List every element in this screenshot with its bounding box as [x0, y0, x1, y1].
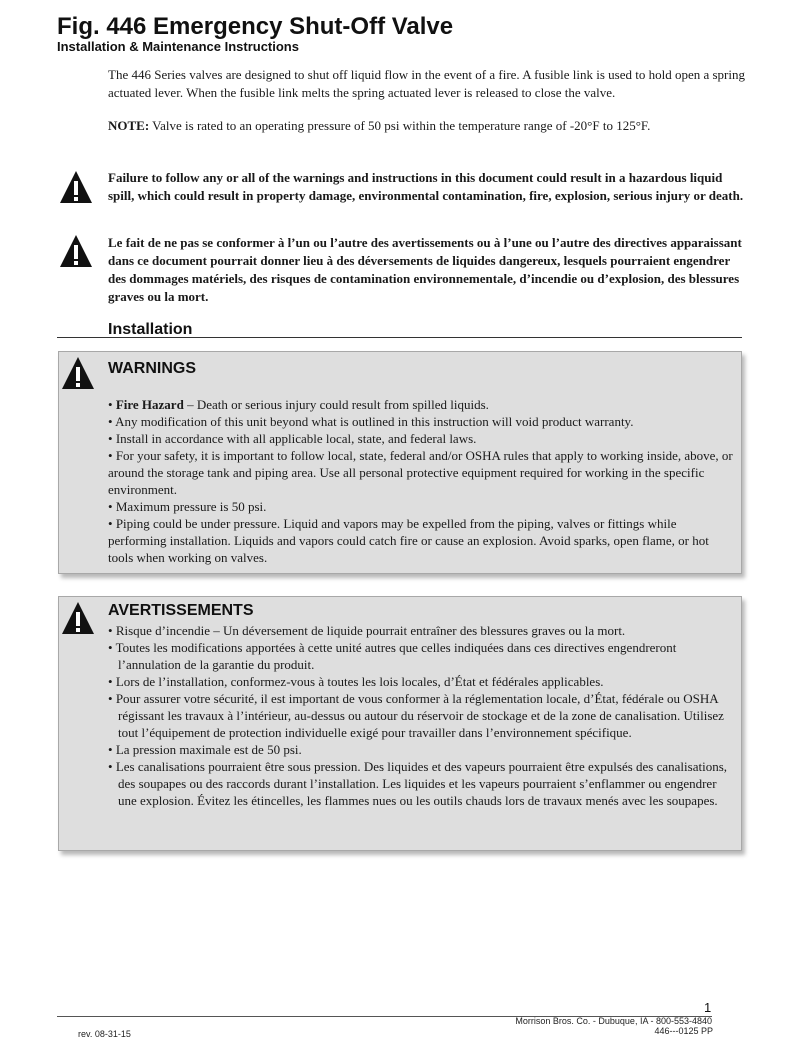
list-item-text: Piping could be under pressure. Liquid and vapors may be expelled from the piping, valves or fittings while performing installation. Liquids and vapors could catch fire or cause an explosion. Avoid sparks, open flame, or hot tools when working on valves.	[108, 516, 709, 565]
list-item-text: La pression maximale est de 50 psi.	[115, 742, 302, 757]
list-item: • Les canalisations pourraient être sous pression. Des liquides et des vapeurs pourraient être expulsés des canalisations, des soupapes ou des raccords durant l’installation. Les liquides et les vapeurs pourraient s’enflammer ou engendrer une explosion. Évitez les étincelles, les flammes nues ou les outils chauds lors de travaux menés avec les soupapes.	[108, 759, 727, 808]
footer-part-number: 446---0125 PP	[654, 1026, 713, 1036]
list-item-text: Any modification of this unit beyond what is outlined in this instruction will void product warranty.	[115, 414, 634, 429]
warning-triangle-icon	[59, 234, 93, 268]
list-item: • Lors de l’installation, conformez-vous à toutes les lois locales, d’État et fédérales applicables.	[108, 674, 604, 689]
list-item-text: Toutes les modifications apportées à cette unité autres que celles indiquées dans ces directives engendreront l’annulation de la garantie du produit.	[115, 640, 677, 672]
warning-triangle-icon	[61, 356, 95, 390]
warning-triangle-icon	[59, 170, 93, 204]
warnings-box	[58, 351, 742, 574]
list-item-text: Lors de l’installation, conformez-vous à toutes les lois locales, d’État et fédérales applicables.	[115, 674, 604, 689]
list-item: • Any modification of this unit beyond what is outlined in this instruction will void product warranty.	[108, 414, 634, 429]
list-item-text: For your safety, it is important to follow local, state, federal and/or OSHA rules that apply to working inside, above, or around the storage tank and piping area. Use all personal protective equipment required for working in the specific environment.	[108, 448, 733, 497]
fire-hazard-label: Fire Hazard	[115, 397, 184, 412]
avertissements-heading: AVERTISSEMENTS	[108, 602, 254, 619]
list-item-text: Les canalisations pourraient être sous pression. Des liquides et des vapeurs pourraient être expulsés des canalisations, des soupapes ou des raccords durant l’installation. Les liquides et les vapeurs pourraient s’enflammer ou engendrer une explosion. Évitez les étincelles, les flammes nues ou les outils chauds lors de travaux menés avec les soupapes.	[115, 759, 727, 808]
list-item: • Risque d’incendie – Un déversement de liquide pourrait entraîner des blessures graves ou la mort.	[108, 623, 626, 638]
avertissements-list	[108, 622, 736, 809]
list-item-text: Risque d’incendie – Un déversement de liquide pourrait entraîner des blessures graves ou la mort.	[115, 623, 626, 638]
list-item: • La pression maximale est de 50 psi.	[108, 742, 302, 757]
list-item: • Fire Hazard – Death or serious injury could result from spilled liquids.	[108, 397, 489, 412]
intro-paragraph: The 446 Series valves are designed to shut off liquid flow in the event of a fire. A fusible link is used to hold open a spring actuated lever. When the fusible link melts the spring actuated lever is released to close the valve.	[108, 67, 745, 100]
page-number: 1	[704, 1000, 712, 1015]
note-paragraph	[108, 117, 748, 135]
note-label: NOTE:	[108, 118, 150, 133]
list-item: • Toutes les modifications apportées à cette unité autres que celles indiquées dans ces directives engendreront l’annulation de la garantie du produit.	[108, 640, 677, 672]
list-item: • For your safety, it is important to follow local, state, federal and/or OSHA rules that apply to working inside, above, or around the storage tank and piping area. Use all personal protective equipment required for working in the specific environment.	[108, 448, 733, 497]
warnings-heading: WARNINGS	[108, 360, 196, 377]
footer-revision: rev. 08-31-15	[78, 1029, 131, 1039]
section-divider	[57, 337, 742, 338]
list-item-text: Install in accordance with all applicable local, state, and federal laws.	[115, 431, 477, 446]
warning-triangle-icon	[61, 601, 95, 635]
fire-hazard-text: – Death or serious injury could result from spilled liquids.	[183, 397, 489, 412]
avertissements-box	[58, 596, 742, 851]
hazard-warning-french: Le fait de ne pas se conformer à l’un ou l’autre des avertissements ou à l’une ou l’autre des directives apparaissant dans ce document pourrait donner lieu à des déversements de liquides dangereux, lesquels pourraient engendrer des dommages matériels, des risques de contamination environnementale, d’incendie ou d’explosion, des blessures graves ou la mort.	[108, 235, 742, 304]
list-item-text: Pour assurer votre sécurité, il est important de vous conformer à la réglementation locale, d’État, fédérale ou OSHA régissant les travaux à l’intérieur, au-dessus ou autour du réservoir de stockage et de la zone de canalisation. Utilisez tout l’équipement de protection individuelle exigé pour travailler dans l’environnement spécifique.	[115, 691, 724, 740]
list-item: • Pour assurer votre sécurité, il est important de vous conformer à la réglementation locale, d’État, fédérale ou OSHA régissant les travaux à l’intérieur, au-dessus ou autour du réservoir de stockage et de la zone de canalisation. Utilisez tout l’équipement de protection individuelle exigé pour travailler dans l’environnement spécifique.	[108, 691, 724, 740]
installation-heading: Installation	[108, 321, 193, 338]
hazard-warning-english: Failure to follow any or all of the warnings and instructions in this document could result in a hazardous liquid spill, which could result in property damage, environmental contamination, fire, explosion, serious injury or death.	[108, 170, 744, 203]
list-item-text: Maximum pressure is 50 psi.	[115, 499, 267, 514]
note-text: Valve is rated to an operating pressure of 50 psi within the temperature range of -20°F to 125°F.	[149, 118, 651, 133]
warnings-list	[108, 396, 736, 566]
page-title: Fig. 446 Emergency Shut-Off Valve	[57, 13, 454, 40]
list-item: • Maximum pressure is 50 psi.	[108, 499, 267, 514]
list-item: • Piping could be under pressure. Liquid and vapors may be expelled from the piping, valves or fittings while performing installation. Liquids and vapors could catch fire or cause an explosion. Avoid sparks, open flame, or hot tools when working on valves.	[108, 516, 709, 565]
list-item: • Install in accordance with all applicable local, state, and federal laws.	[108, 431, 477, 446]
footer-company: Morrison Bros. Co. - Dubuque, IA - 800-553-4840	[515, 1016, 712, 1026]
page-subtitle: Installation & Maintenance Instructions	[57, 39, 299, 54]
